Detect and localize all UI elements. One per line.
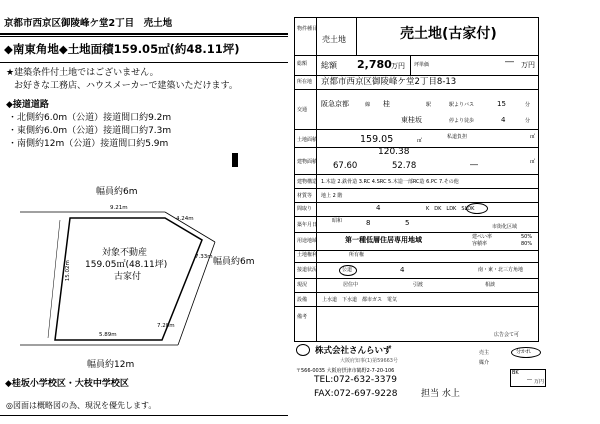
bk-dash: ―: [527, 377, 532, 383]
road-right-width: 幅員約6m: [213, 257, 255, 267]
floors-value: 地上 2 階: [321, 193, 343, 199]
note-line-2: お好きな工務店、ハウスメーカーで建築いただけます。: [14, 81, 238, 91]
line-name: 阪急京都: [321, 100, 349, 108]
status-label: 現況: [297, 282, 308, 288]
far-label: 容積率: [472, 241, 488, 247]
floor3-area: ―: [470, 160, 478, 169]
row-line: [294, 306, 539, 307]
listing-title: 京都市西京区御陵峰ケ堂2丁目 売土地: [4, 18, 173, 29]
road-label: 接道状況: [297, 267, 318, 273]
row-line: [294, 278, 539, 279]
footer-underline: [0, 415, 288, 416]
split-label: 分かれ: [516, 349, 532, 355]
rights-value: 所有権: [349, 252, 365, 258]
target-house: 古家付: [114, 272, 142, 282]
rooms-label: 間取り: [297, 206, 313, 212]
building-area-label: 建物面積: [297, 159, 318, 165]
row-line: [294, 262, 539, 263]
zoning-value: 第一種低層住居専用地域: [345, 236, 422, 244]
footer-note: ◎図面は概略図の為、現況を優先します。: [6, 401, 157, 410]
kind-value: 売土地: [322, 35, 346, 44]
built-year: 8: [366, 219, 371, 227]
row-line: [294, 75, 539, 76]
built-era: 昭和: [332, 218, 343, 224]
row-line: [294, 250, 539, 251]
rights-label: 土地権利: [297, 252, 318, 258]
bus-label: 駅よりバス: [449, 102, 475, 108]
road-type-circle: [339, 265, 357, 276]
remarks-label: 備考: [297, 314, 308, 320]
dim-bottom-right: 7.28m: [157, 323, 175, 329]
headline-underline: [0, 62, 288, 63]
structure-label: 建物構造: [297, 179, 318, 185]
target-area: 159.05㎡(48.11坪): [85, 260, 168, 270]
walk-min: 4: [501, 116, 506, 124]
private-road-unit: ㎡: [530, 134, 536, 140]
location-label: 所在地: [297, 79, 313, 85]
bus-stop: 東桂坂: [401, 116, 422, 124]
walk-label: 停より徒歩: [449, 118, 475, 124]
floor1-area: 67.60: [333, 161, 358, 171]
tsubo-label: 坪単価: [414, 62, 430, 68]
built-month: 5: [405, 219, 410, 227]
ldk-circle: [466, 203, 488, 214]
location-value: 京都市西京区御陵峰ケ堂2丁目8-13: [321, 77, 457, 87]
road-top-width: 幅員約6m: [96, 187, 138, 197]
handover-value: 相談: [485, 282, 496, 288]
bk-label: BK: [512, 370, 519, 376]
row-line: [294, 129, 539, 130]
coverage-label: 建ぺい率: [472, 234, 493, 240]
price-label: 総額: [321, 61, 337, 70]
land-area-unit: ㎡: [417, 138, 423, 144]
row-line: [294, 188, 539, 189]
row-line: [294, 55, 539, 56]
row-line: [294, 232, 539, 233]
row-line: [294, 89, 539, 90]
kind-headline: 売土地(古家付): [400, 26, 497, 42]
dim-right: 7.33m: [195, 254, 213, 260]
dim-line-left: [48, 220, 60, 338]
dim-diag: 4.24m: [176, 216, 194, 222]
dim-top: 9.21m: [110, 205, 128, 211]
walk-unit: 分: [525, 118, 531, 124]
urban-label: 市街化区域: [492, 224, 518, 230]
road-east: ・東側約6.0m（公道）接道間口約7.3m: [8, 126, 172, 136]
row-line: [294, 174, 539, 175]
structure-options: 1.木造 2.鉄骨造 3.RC 4.SRC 5.木造一部RC造 6.PC 7.その他: [321, 179, 459, 185]
tsubo-dash: ―: [505, 57, 514, 67]
dim-left: 15.02m: [64, 260, 71, 282]
company-name: 株式会社さんらいず: [315, 346, 392, 356]
road-north: ・北側約6.0m（公道）接道間口約9.2m: [8, 113, 172, 123]
price-value: 2,780: [357, 58, 392, 71]
roads-heading: ◆接道道路: [6, 100, 49, 110]
agent-label: 媒介: [479, 360, 490, 366]
station-suffix: 駅: [426, 102, 432, 108]
road-type: 公道: [342, 267, 353, 273]
bus-unit: 分: [525, 102, 531, 108]
floor2-area: 52.78: [392, 161, 417, 171]
coverage-value: 50%: [521, 234, 533, 240]
road-width: 4: [400, 266, 405, 274]
transport-label: 交通: [297, 107, 308, 113]
line-suffix: 線: [365, 102, 371, 108]
facilities-label: 設備: [297, 297, 308, 303]
building-area-unit: ㎡: [530, 159, 536, 165]
bus-min: 15: [497, 100, 506, 108]
kind-divider: [356, 17, 357, 55]
ad-ok: 広告会て可: [494, 332, 520, 338]
target-label: 対象不動産: [102, 248, 148, 258]
road-south: ・南側約12m（公道）接道間口約5.9m: [8, 139, 169, 149]
note-line-1: ★建築条件付土地ではございません。: [6, 68, 159, 78]
private-road-label: 私道負担: [447, 134, 468, 140]
bk-unit: 万円: [534, 379, 545, 385]
seller-label: 売主: [479, 350, 490, 356]
far-value: 80%: [521, 241, 533, 247]
station-name: 桂: [383, 100, 390, 108]
rooms-count: 4: [376, 204, 381, 212]
headline: ◆南東角地◆土地面積159.05㎡(約48.11坪): [4, 42, 240, 56]
row-line: [294, 292, 539, 293]
price-unit: 万円: [391, 62, 405, 70]
price-label-col: 総額: [297, 61, 308, 67]
kind-label: 物件種目: [297, 26, 318, 32]
built-label: 築年月日: [297, 222, 318, 228]
title-underline: [0, 33, 288, 35]
row-line: [294, 216, 539, 217]
row-line: [294, 147, 539, 148]
land-area-label: 土地面積: [297, 137, 318, 143]
road-bottom-width: 幅員約12m: [87, 360, 135, 370]
company-address: 〒566-0035 大阪府摂津市鶴野2-7-20-106: [296, 368, 395, 374]
finish-label: 材質等: [297, 193, 313, 199]
price-divider: [410, 55, 411, 75]
row-line: [294, 202, 539, 203]
handover-label: 引渡: [413, 282, 424, 288]
marker-bar: [232, 153, 238, 167]
company-logo: [296, 344, 310, 356]
staff-name: 担当 水上: [421, 389, 460, 399]
company-license: 大阪府知事(1)第59663号: [340, 358, 398, 364]
company-tel: TEL:072-632-3379: [314, 375, 397, 385]
building-total: 120.38: [378, 147, 410, 157]
company-fax: FAX:072-697-9228: [314, 389, 398, 399]
tsubo-unit: 万円: [521, 61, 535, 69]
zoning-label: 用途地域: [297, 238, 318, 244]
title-underline-2: [0, 36, 288, 37]
road-direction: 南・東・北三方角地: [478, 267, 524, 273]
dim-bottom-left: 5.89m: [99, 332, 117, 338]
land-area-value: 159.05: [360, 134, 394, 145]
school-district: ◆桂坂小学校区・大枝中学校区: [5, 379, 129, 389]
status-value: 居住中: [343, 282, 359, 288]
facilities-value: 上水道 下水道 都市ガス 電気: [322, 297, 398, 303]
rooms-options: K DK LDK SLDK: [426, 206, 475, 212]
